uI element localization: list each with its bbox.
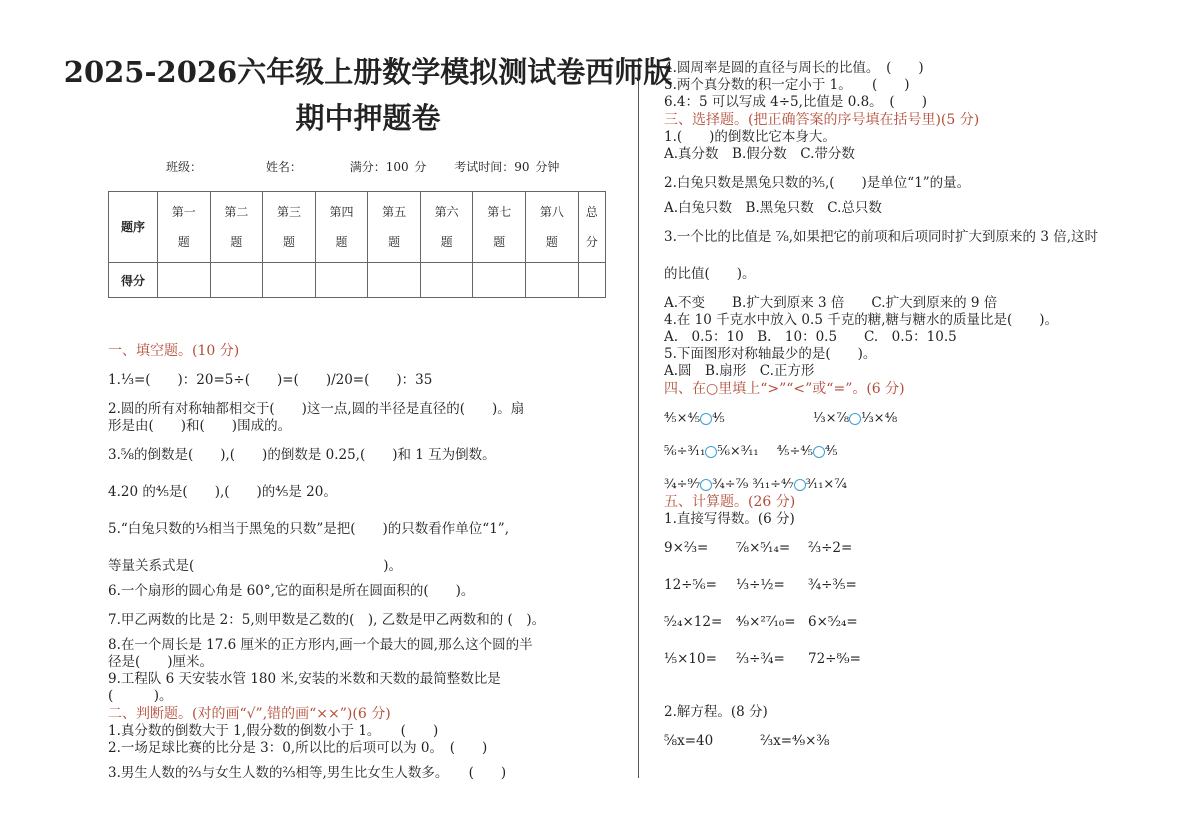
- s4-expr: ⅘×⁴⁄₅: [664, 411, 701, 426]
- col-2: 第二 题: [210, 192, 263, 263]
- score-cell[interactable]: [158, 263, 211, 298]
- compare-circle-icon[interactable]: [705, 446, 717, 458]
- s4-expr: ⅓×⁷⁄₈: [812, 411, 850, 426]
- section2-title: 二、判断题。(对的画“√”,错的画“××”)(6 分): [108, 706, 391, 722]
- s4-expr: ⁴⁄₅: [712, 411, 725, 426]
- s1-q1: 1.⅓=( )：20=5÷( )=( )/20=( )：35: [108, 372, 433, 388]
- s3-q5: 5.下面图形对称轴最少的是( )。: [664, 346, 877, 362]
- s1-q2-b: 形是由( )和( )围成的。: [108, 418, 292, 434]
- calc-item: ⅓÷½=: [736, 577, 785, 593]
- section1-title: 一、填空题。(10 分): [108, 343, 240, 359]
- s1-q2-a: 2.圆的所有对称轴都相交于( )这一点,圆的半径是直径的( )。扇: [108, 401, 525, 417]
- score-cell[interactable]: [420, 263, 473, 298]
- calc-row: [664, 614, 1184, 631]
- s3-q1-options: A.真分数 B.假分数 C.带分数: [664, 146, 855, 162]
- score-cell[interactable]: [263, 263, 316, 298]
- col-8: 第八 题: [526, 192, 579, 263]
- s4-expr: ⅓×⁴⁄₈: [861, 411, 898, 426]
- score-cell[interactable]: [526, 263, 579, 298]
- s1-q9-b: ( )。: [108, 688, 173, 704]
- score-cell[interactable]: [210, 263, 263, 298]
- s4-row-3: [664, 476, 1184, 493]
- s4-expr: ³⁄₁₁÷⁴⁄₇: [752, 477, 794, 492]
- col-4: 第四 题: [315, 192, 368, 263]
- left-column: [63, 52, 673, 782]
- compare-circle-icon[interactable]: [700, 479, 712, 491]
- s3-q2: 2.白兔只数是黑兔只数的⅗,( )是单位“1”的量。: [664, 175, 971, 191]
- page-title: 2025-2026六年级上册数学模拟测试卷西师版: [63, 55, 673, 89]
- calc-row: [664, 540, 1184, 557]
- name-label: 姓名：: [265, 160, 302, 174]
- s4-expr: ¾÷⁹⁄₇: [664, 477, 701, 492]
- s3-q3-b: 的比值( )。: [664, 266, 756, 282]
- exam-time: 考试时间：90 分钟: [454, 160, 560, 174]
- right-column: [664, 60, 1184, 750]
- col-1: 第一 题: [158, 192, 211, 263]
- score-table: [108, 191, 606, 298]
- calc-item: 9×⅔=: [664, 540, 709, 556]
- score-cell[interactable]: [578, 263, 605, 298]
- calc-item: ⅔÷¾=: [736, 651, 785, 667]
- s1-q5-b: 等量关系式是( )。: [108, 558, 403, 574]
- col-5: 第五 题: [368, 192, 421, 263]
- score-cell[interactable]: [315, 263, 368, 298]
- s3-q4: 4.在 10 千克水中放入 0.5 千克的糖,糖与糖水的质量比是( )。: [664, 312, 1059, 328]
- col-6: 第六 题: [420, 192, 473, 263]
- calc-item: ⁵⁄₂₄×12=: [664, 614, 723, 630]
- s4-expr: ³⁄₁₁×⁷⁄₄: [805, 477, 847, 492]
- calc-item: 72÷⁸⁄₉=: [808, 651, 861, 667]
- compare-circle-icon[interactable]: [813, 446, 825, 458]
- s4-expr: ⅘÷⁴⁄₅: [776, 444, 813, 459]
- compare-circle-icon[interactable]: [700, 413, 712, 425]
- s1-q3: 3.⅝的倒数是( ),( )的倒数是 0.25,( )和 1 互为倒数。: [108, 447, 496, 463]
- calc-row: [664, 577, 1184, 594]
- s4-row-2: [664, 443, 1184, 460]
- s1-q5-a: 5.“白兔只数的⅓相当于黑兔的只数”是把( )的只数看作单位“1”,: [108, 521, 509, 537]
- s3-q2-options: A.白兔只数 B.黑兔只数 C.总只数: [664, 200, 882, 216]
- compare-circle-icon[interactable]: [794, 479, 806, 491]
- s3-q4-options: A. 0.5：10 B. 10：0.5 C. 0.5：10.5: [664, 329, 957, 345]
- s2-q2: 2.一场足球比赛的比分是 3：0,所以比的后项可以为 0。 ( ): [108, 740, 488, 756]
- exam-meta: [108, 158, 628, 175]
- col-7: 第七 题: [473, 192, 526, 263]
- s1-q4: 4.20 的⅘是( ),( )的⅘是 20。: [108, 484, 337, 500]
- equation-row: [664, 733, 1184, 750]
- s5-sub1: 1.直接写得数。(6 分): [664, 511, 795, 527]
- page-subtitle: 期中押题卷: [295, 101, 441, 135]
- s4-row-1: [664, 410, 1184, 427]
- equation-item: ⅔x=⁴⁄₉×⅜: [760, 733, 830, 749]
- s3-q3-a: 3.一个比的比值是 ⁷⁄₈,如果把它的前项和后项同时扩大到原来的 3 倍,这时: [664, 229, 1099, 245]
- s4-expr: ⅚÷³⁄₁₁: [664, 444, 706, 459]
- s4-expr: ⅘: [825, 444, 838, 459]
- s1-q7: 7.甲乙两数的比是 2：5,则甲数是乙数的( ), 乙数是甲乙两数和的 ( )。: [108, 612, 546, 628]
- s2-q3: 3.男生人数的⅔与女生人数的⅔相等,男生比女生人数多。 ( ): [108, 765, 507, 781]
- full-score: 满分：100 分: [349, 160, 427, 174]
- s3-q5-options: A.圆 B.扇形 C.正方形: [664, 363, 815, 379]
- s4-expr: ⅚×³⁄₁₁: [717, 444, 759, 459]
- row-label-score: 得分: [109, 263, 158, 298]
- calc-item: ¾÷⅗=: [808, 577, 857, 593]
- calc-item: ⅕×10=: [664, 651, 717, 667]
- s1-q8-b: 径是( )厘米。: [108, 654, 214, 670]
- col-total: 总 分: [578, 192, 605, 263]
- calc-item: 6×⁵⁄₂₄=: [808, 614, 858, 630]
- col-3: 第三 题: [263, 192, 316, 263]
- s1-q8-a: 8.在一个周长是 17.6 厘米的正方形内,画一个最大的圆,那么这个圆的半: [108, 637, 533, 653]
- score-cell[interactable]: [473, 263, 526, 298]
- s3-q3-options: A.不变 B.扩大到原来 3 倍 C.扩大到原来的 9 倍: [664, 295, 998, 311]
- s1-q6: 6.一个扇形的圆心角是 60°,它的面积是所在圆面积的( )。: [108, 583, 475, 599]
- calc-row: [664, 651, 1184, 668]
- s2-q1: 1.真分数的倒数大于 1,假分数的倒数小于 1。 ( ): [108, 723, 439, 739]
- section4-title: 四、在○里填上“>”“<”或“=”。(6 分): [664, 381, 905, 397]
- s2-q5: 5.两个真分数的积一定小于 1。 ( ): [664, 77, 910, 93]
- score-cell[interactable]: [368, 263, 421, 298]
- section3-title: 三、选择题。(把正确答案的序号填在括号里)(5 分): [664, 112, 980, 128]
- s3-q1: 1.( )的倒数比它本身大。: [664, 129, 836, 145]
- calc-item: 12÷⁵⁄₆=: [664, 577, 717, 593]
- section5-title: 五、计算题。(26 分): [664, 494, 796, 510]
- row-label-order: 题序: [109, 192, 158, 263]
- calc-item: ⁷⁄₈×⁵⁄₁₄=: [736, 540, 791, 556]
- column-divider: [638, 58, 639, 778]
- calc-item: ⅔÷2=: [808, 540, 853, 556]
- class-label: 班级：: [166, 160, 203, 174]
- s2-q4: 4.圆周率是圆的直径与周长的比值。 ( ): [664, 60, 924, 76]
- s4-expr: ¾÷⁷⁄₉: [712, 477, 749, 492]
- s2-q6: 6.4：5 可以写成 4÷5,比值是 0.8。 ( ): [664, 94, 927, 110]
- calc-item: ⁴⁄₉×²⁷⁄₁₀=: [736, 614, 796, 630]
- compare-circle-icon[interactable]: [849, 413, 861, 425]
- s1-q9-a: 9.工程队 6 天安装水管 180 米,安装的米数和天数的最简整数比是: [108, 671, 501, 687]
- equation-item: ⅝x=40: [664, 733, 714, 749]
- s5-sub2: 2.解方程。(8 分): [664, 704, 768, 720]
